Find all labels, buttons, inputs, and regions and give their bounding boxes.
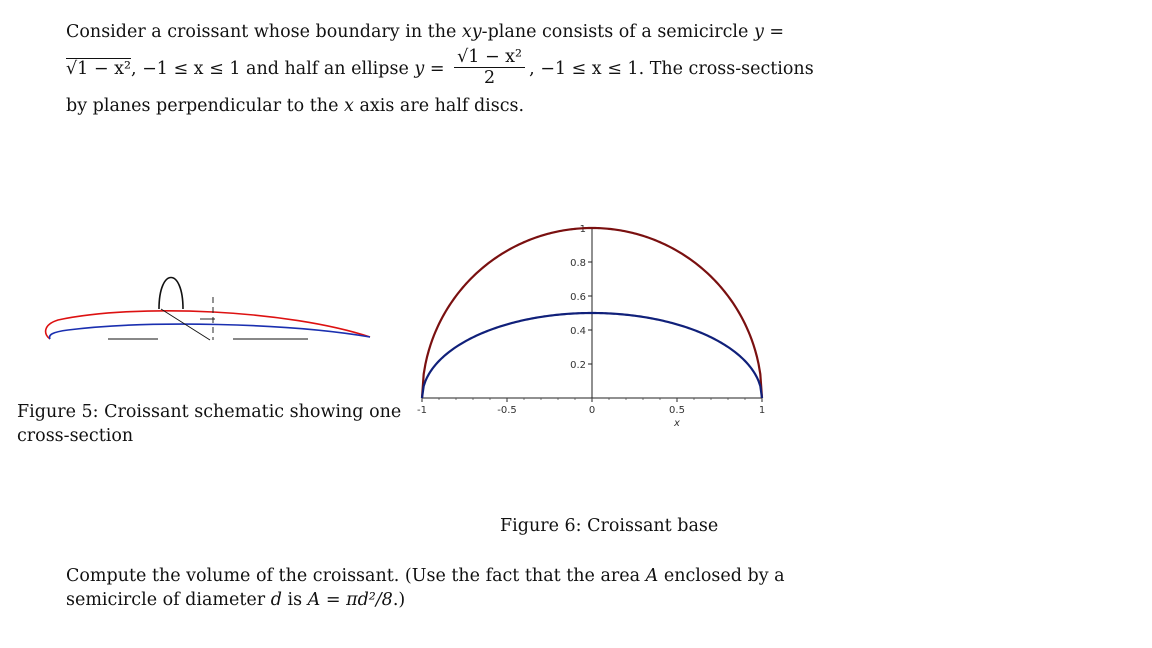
xy-symbol: xy — [461, 22, 482, 42]
question-text-b: enclosed by a — [663, 566, 785, 586]
diameter-symbol: d — [270, 590, 282, 610]
question-text-d: is — [287, 590, 303, 610]
question-text-a: Compute the volume of the croissant. (Use the fact that the area — [66, 566, 641, 586]
intro-text-c: by planes perpendicular to the — [66, 96, 339, 116]
y-tick-label: 0.2 — [570, 360, 586, 371]
problem-intro — [66, 16, 814, 123]
ellipse-fraction — [454, 47, 525, 88]
cross-section-half-disc — [159, 278, 183, 310]
fraction-denominator: 2 — [484, 68, 496, 88]
intro-line-3 — [66, 90, 802, 123]
croissant-base-plot — [405, 200, 805, 440]
intro-text-a: Consider a croissant whose boundary in the — [66, 22, 457, 42]
figure-6-caption: Figure 6: Croissant base — [500, 516, 719, 536]
x-tick-label: -1 — [417, 405, 427, 416]
y-equals-2: y = — [414, 59, 445, 79]
question-line-2 — [66, 588, 802, 612]
y-tick-label: 0.4 — [570, 326, 586, 337]
area-symbol: A — [645, 566, 659, 586]
sqrt-expression: √1 − x² — [66, 59, 131, 79]
problem-question — [66, 564, 802, 612]
inner-boundary-curve — [50, 324, 370, 339]
figure-5-caption: Figure 5: Croissant schematic showing one cross-section — [17, 402, 402, 446]
x-tick-label: 0 — [588, 405, 596, 416]
range-text-1: , −1 ≤ x ≤ 1 and half an ellipse — [130, 59, 409, 79]
y-tick-label: 1 — [579, 224, 586, 235]
question-text-e: .) — [392, 590, 406, 610]
question-line-1 — [66, 564, 802, 588]
area-formula: A = πd²/8 — [307, 590, 393, 610]
y-tick-label: 0.8 — [570, 258, 586, 269]
range-text-2: , −1 ≤ x ≤ 1. The cross-sections — [529, 59, 814, 79]
croissant-schematic — [38, 265, 418, 365]
x-tick-label: 0.5 — [669, 405, 685, 416]
x-axis-label: x — [674, 418, 680, 429]
y-tick-label: 0.6 — [570, 292, 586, 303]
intro-line-1 — [66, 16, 802, 49]
x-symbol: x — [344, 96, 354, 116]
fraction-numerator: √1 − x² — [454, 47, 525, 68]
x-tick-label: 1 — [758, 405, 766, 416]
intro-text-d: axis are half discs. — [359, 96, 525, 116]
question-text-c: semicircle of diameter — [66, 590, 266, 610]
intro-line-2 — [66, 47, 814, 90]
x-tick-label: -0.5 — [497, 405, 517, 416]
y-equals-1: y = — [753, 22, 785, 42]
intro-text-b: -plane consists of a semicircle — [481, 22, 749, 42]
